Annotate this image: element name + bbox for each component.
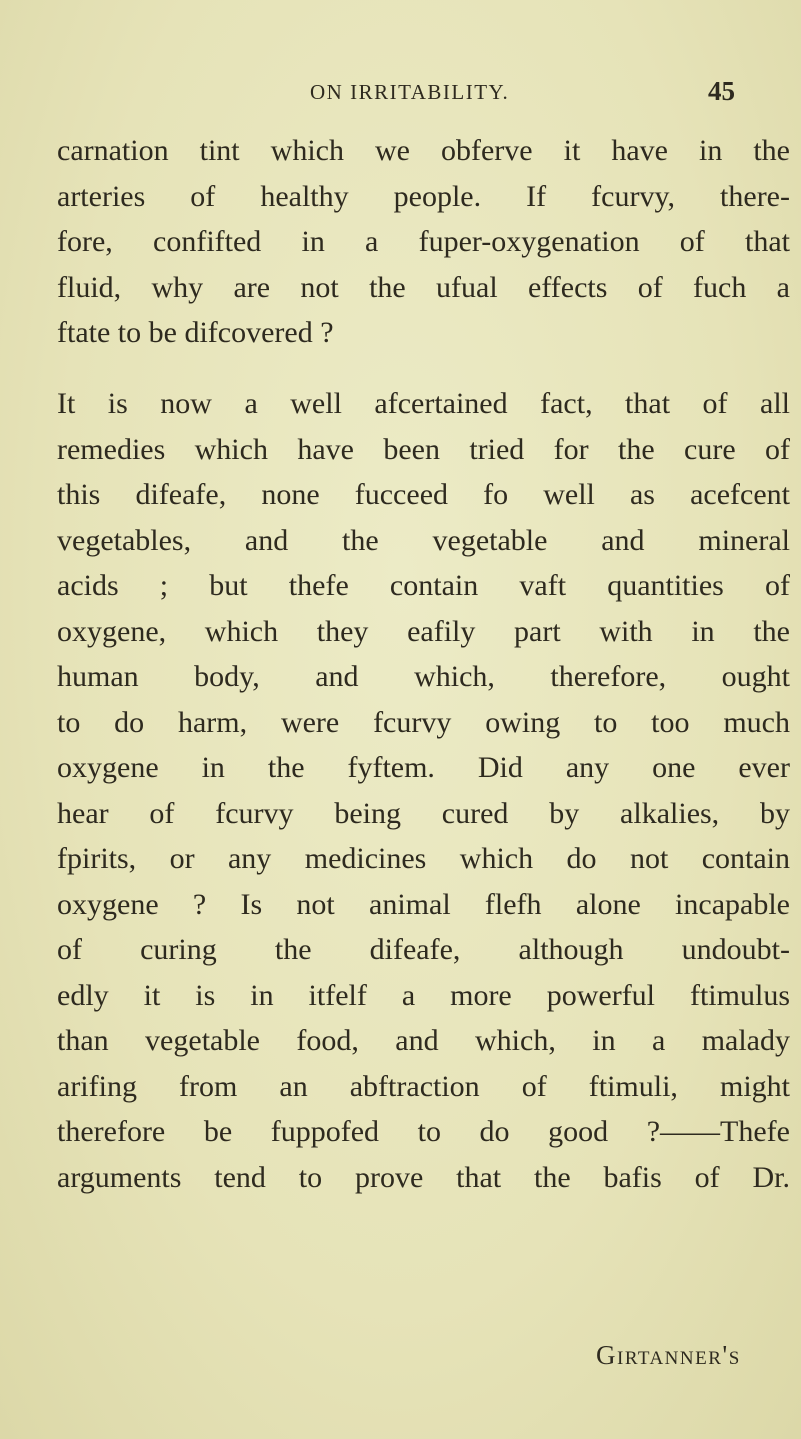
text-line: this difeafe, none fucceed fo well as acefcent [57, 478, 790, 511]
paragraph-1 [57, 128, 790, 356]
text-line: carnation tint which we obferve it have in the [57, 134, 790, 167]
text-line: acids ; but thefe contain vaft quantities of [57, 569, 790, 602]
text-line: It is now a well afcertained fact, that of all [57, 387, 790, 420]
text-line: human body, and which, therefore, ought [57, 660, 790, 693]
text-line: oxygene in the fyftem. Did any one ever [57, 751, 790, 784]
text-line: oxygene, which they eafily part with in the [57, 614, 790, 648]
text-line: fore, confifted in a fuper-oxygenation of that [57, 225, 790, 258]
text-line: arifing from an abftraction of ftimuli, might [57, 1069, 790, 1103]
text-line: to do harm, were fcurvy owing to too much [57, 705, 790, 739]
running-header [0, 76, 801, 116]
text-line: fluid, why are not the ufual effects of fuch a [57, 270, 790, 304]
text-line: of curing the difeafe, although undoubt- [57, 933, 790, 966]
text-line: than vegetable food, and which, in a malady [57, 1024, 790, 1057]
text-line: edly it is in itfelf a more powerful ftimulus [57, 978, 790, 1012]
text-line: hear of fcurvy being cured by alkalies, by [57, 796, 790, 830]
paragraph-2 [57, 381, 790, 1200]
catchword: Girtanner's [596, 1340, 741, 1370]
text-line: fpirits, or any medicines which do not contain [57, 842, 790, 875]
text-line: therefore be fuppofed to do good ?——Thefe [57, 1115, 790, 1148]
text-line: vegetables, and the vegetable and mineral [57, 523, 790, 557]
text-line: arguments tend to prove that the bafis of Dr. [57, 1160, 790, 1194]
text-line: arteries of healthy people. If fcurvy, there- [57, 179, 790, 213]
text-line: ftate to be difcovered ? [57, 316, 334, 349]
page-number: 45 [708, 76, 735, 106]
text-line: oxygene ? Is not animal flefh alone incapable [57, 887, 790, 921]
text-line: remedies which have been tried for the cure of [57, 432, 790, 466]
running-title: ON IRRITABILITY. [310, 80, 510, 104]
